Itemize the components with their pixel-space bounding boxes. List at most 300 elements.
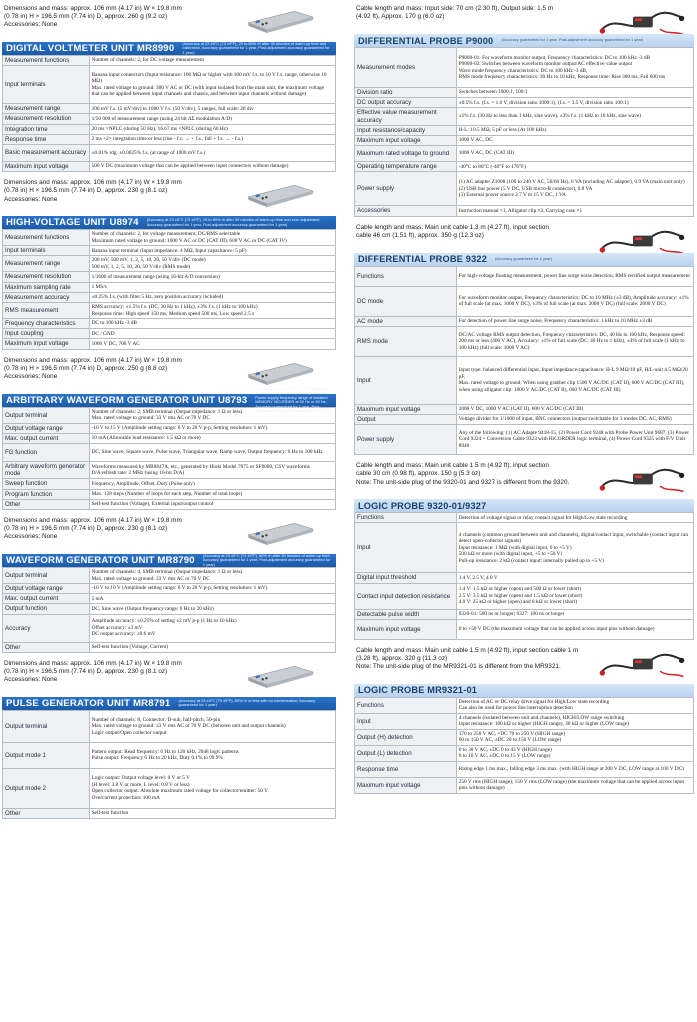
- spec-value: [456, 108, 693, 125]
- spec-row: [3, 584, 336, 594]
- spec-value: [456, 415, 693, 425]
- spec-table: [2, 55, 336, 172]
- left-column: [2, 4, 336, 825]
- spec-row: [3, 710, 336, 742]
- spec-value-line: ±0.01% rdg. ±0.0025% f.s. (at range of 1000 mV f.s.): [91, 149, 206, 156]
- spec-value: [456, 425, 693, 455]
- spec-label: Accuracy: [3, 614, 90, 642]
- spec-label: Effective value measurement accuracy: [355, 108, 457, 125]
- spec-value-line: 1 MS/s: [91, 283, 107, 290]
- section-meta: [354, 4, 694, 34]
- section-title: LOGIC PROBE 9320-01/9327: [358, 500, 487, 511]
- spec-table: [2, 229, 336, 349]
- spec-row: [3, 768, 336, 808]
- spec-value: [456, 88, 693, 98]
- spec-table: [354, 697, 694, 794]
- spec-value: [456, 523, 693, 573]
- spec-value: [456, 609, 693, 619]
- spec-label: Program function: [3, 489, 90, 499]
- spec-label: Other: [3, 808, 90, 818]
- spec-value: [89, 256, 335, 272]
- spec-label: Power supply: [355, 425, 457, 455]
- spec-value-line: Waveforms measured by MR8847A, etc., generated by Hioki Model 7075 or SF8000, CSV waveforms: [91, 463, 310, 470]
- spec-label: Operating temperature range: [355, 162, 457, 172]
- spec-value-line: Open collector output: Absolute maximum rated voltage for collector/emitter: 50 V: [91, 788, 268, 795]
- spec-row: [355, 761, 694, 777]
- spec-value-line: RMS mode frequency characteristics: 30 Hz to 10 kHz, Response time: Rise 300 ms, Fall 600 ms: [458, 74, 666, 80]
- spec-value-line: Banana input connectors (Input resistance: 100 MΩ or higher with 100 mV f.s. to 10 V f.s. range, otherwise 10 MΩ): [91, 71, 327, 85]
- spec-row: [3, 145, 336, 162]
- spec-value-line: DC output accuracy: ±0.6 mV: [91, 631, 156, 638]
- meta-line: Dimensions and mass: approx. 106 mm (4.17 in) W × 19.8 mm: [4, 179, 182, 187]
- spec-row: [355, 98, 694, 108]
- spec-row: [355, 713, 694, 729]
- spec-row: [355, 425, 694, 455]
- spec-value-line: Number of channels: 2, SMB terminal (Output impedance: 1 Ω or less): [91, 408, 243, 415]
- spec-label: Output mode 2: [3, 768, 90, 808]
- section-title: DIGITAL VOLTMETER UNIT MR8990: [6, 43, 175, 54]
- meta-line: Dimensions and mass: approx. 106 mm (4.17 in) W × 19.8 mm: [4, 356, 182, 364]
- spec-label: Basic measurement accuracy: [3, 145, 90, 162]
- spec-row: [355, 125, 694, 135]
- section-title: LOGIC PROBE MR9321-01: [358, 685, 478, 696]
- spec-row: [355, 697, 694, 713]
- spec-label: Measurement accuracy: [3, 292, 90, 302]
- spec-row: [3, 230, 336, 246]
- spec-value-line: 0 to 30 V AC, ±DC 0 to 43 V (HIGH range): [458, 746, 552, 753]
- meta-line: (0.78 in) H × 196.5 mm (7.74 in) D, approx. 230 g (8.1 oz): [4, 187, 168, 195]
- spec-row: [3, 104, 336, 114]
- section-title-banner: [354, 34, 694, 47]
- spec-value-line: Input resistance: 100 kΩ or higher (HIGH range), 30 kΩ or higher (LOW range): [458, 721, 629, 728]
- spec-label: Input resistance/capacity: [355, 125, 457, 135]
- spec-row: [3, 808, 336, 818]
- spec-row: [3, 433, 336, 443]
- spec-row: [3, 272, 336, 282]
- meta-line: Cable length and mass: Main unit cable 1.5 m (4.92 ft), input section cable 1 m: [356, 646, 579, 654]
- spec-value-line: 2000 V DC, 1000 V AC (CAT II), 600 V AC/DC (CAT III): [458, 406, 584, 413]
- spec-value-line: (2) USB bus power (5 V DC, USB micro-B connector), 0.8 VA: [458, 185, 593, 192]
- probe-product-image: [594, 461, 690, 497]
- spec-value-line: Input type: balanced differential input, Input impedance/capacitance: H-L 9 MΩ/10 pF, H/L-unit 4.5 MΩ/20 pF,: [458, 367, 688, 380]
- spec-value-line: Max. 128 steps (Number of loops for each step, Number of total loops): [91, 491, 243, 497]
- spec-value: [89, 124, 335, 134]
- section-title-banner: [354, 253, 694, 266]
- spec-value-line: 2 ms +2× integration time or less (rise - f.s. → + f.s., fall + f.s. → - f.s.): [91, 136, 244, 143]
- spec-value: [456, 98, 693, 108]
- spec-label: Output terminal: [3, 568, 90, 584]
- section-title: HIGH-VOLTAGE UNIT U8974: [6, 217, 139, 229]
- spec-value: [456, 713, 693, 729]
- unit-product-image: [244, 4, 316, 36]
- spec-label: Other: [3, 499, 90, 509]
- spec-value: [89, 423, 335, 433]
- section-title: WAVEFORM GENERATOR UNIT MR8790: [6, 555, 195, 567]
- spec-row: [355, 316, 694, 326]
- spec-value: [456, 513, 693, 523]
- spec-label: Output (H) detection: [355, 729, 457, 745]
- accuracy-note: (Accuracy at 23 ±5°C (73 ±9°F), 80% rh after 30 minutes of warm-up time; Accuracy guaranteed for 1 year, Post-adjustment accuracy guaranteed for 1 year): [202, 552, 331, 567]
- spec-label: Accessories: [355, 206, 457, 216]
- spec-value: [89, 499, 335, 509]
- spec-row: [355, 777, 694, 793]
- spec-value-line: Voltage divider for 1/1000 of input, BNC connectors (output switchable for 3 modes DC, AC, RMS): [458, 416, 672, 423]
- spec-label: Functions: [355, 513, 457, 523]
- spec-row: [3, 462, 336, 479]
- spec-row: [3, 124, 336, 134]
- spec-value-line: 2.5 V: 3.5 kΩ or higher (open) and 1.5 kΩ or lower (short): [458, 592, 583, 599]
- meta-line: (4.92 ft), Approx. 170 g (6.0 oz): [356, 13, 445, 21]
- spec-value-line: 4.0 V: 25 kΩ or higher (open) and 8 kΩ or lower (short): [458, 599, 578, 606]
- spec-row: [3, 604, 336, 614]
- spec-label: Maximum input voltage: [355, 404, 457, 414]
- spec-label: Functions: [355, 266, 457, 286]
- spec-value: [89, 808, 335, 818]
- meta-line: Accessories: None: [4, 676, 58, 684]
- spec-label: Division ratio: [355, 88, 457, 98]
- spec-row: [355, 162, 694, 172]
- spec-value-line: Any of the following: (1) AC Adapte 9418-15, (2) Power Cord 9248 with Probe Power Unit 9687, (3) Power Cord 9324 + Conversion Cable 9323 with HiCORDER logic terminal, (4) Power Cord 9325 with F/V Unit 8940: [458, 429, 690, 449]
- spec-value: [456, 745, 693, 761]
- spec-value: [456, 266, 693, 286]
- spec-value: [89, 444, 335, 462]
- spec-label: Measurement range: [3, 104, 90, 114]
- spec-value-line: Detection of AC or DC relay drive signal for High/Low state recording: [458, 698, 610, 705]
- spec-row: [3, 444, 336, 462]
- spec-value-line: Input resistance: 1 MΩ (with digital input, 0 to +5 V): [458, 544, 572, 551]
- spec-row: [3, 246, 336, 256]
- meta-line: Note: The unit-side plug of the 9320-01 and 9327 is different from the 9320.: [356, 478, 570, 486]
- section-title: DIFFERENTIAL PROBE P9000: [358, 35, 494, 46]
- spec-table: [2, 567, 336, 653]
- spec-value-line: Max. rated voltage to ground: 33 V rms AC or 70 V DC: [91, 415, 210, 422]
- spec-value: [89, 710, 335, 742]
- spec-value: [89, 742, 335, 768]
- meta-line: (0.78 in) H × 196.5 mm (7.74 in) D, approx. 230 g (8.1 oz): [4, 668, 168, 676]
- spec-label: Input terminals: [3, 66, 90, 104]
- spec-value: [89, 329, 335, 339]
- spec-value-line: DC/AC voltage RMS output detection, Frequency characteristics: DC, 40 Hz to 100 kHz, Response speed: 200 ms or less (400 V AC), Accuracy: ±1% of full scale (DC, 40 Hz to 1 kHz), ±4% of full scale (1 kHz to 100 kHz) (full scale: 1000 V AC): [458, 331, 685, 351]
- spec-value-line: Number of channels: 2, for voltage measurement, DC/RMS selectable: [91, 231, 241, 238]
- spec-value-line: P9000-01: For waveform monitor output, Frequency characteristics: DC to 100 kHz -3 dB: [458, 54, 651, 61]
- spec-label: Measurement modes: [355, 48, 457, 88]
- spec-value: [89, 768, 335, 808]
- spec-label: Frequency characteristics: [3, 319, 90, 329]
- spec-value: [89, 614, 335, 642]
- spec-value: [89, 162, 335, 172]
- spec-value-line: 9320-01: 500 ns or longer; 9327: 100 ns or longer: [458, 610, 565, 617]
- spec-value-line: 500 V DC (maximum voltage that can be applied between input connectors without damage): [91, 163, 289, 170]
- spec-label: Measurement functions: [3, 230, 90, 246]
- spec-label: RMS measurement: [3, 303, 90, 319]
- spec-label: FG function: [3, 444, 90, 462]
- spec-value-line: Instruction manual ×1, Alligator clip ×2, Carrying case ×1: [458, 207, 583, 214]
- spec-value: [89, 319, 335, 329]
- spec-row: [3, 479, 336, 489]
- spec-label: Measurement range: [3, 256, 90, 272]
- spec-label: Measurement resolution: [3, 114, 90, 124]
- spec-value-line: 1000 V AC, DC (CAT III): [458, 150, 515, 157]
- meta-line: Accessories: None: [4, 195, 58, 203]
- spec-value: [89, 479, 335, 489]
- spec-value-line: Number of channels: 8, Connector: D-sub, half-pitch, 50-pin: [91, 716, 221, 723]
- spec-section-dvm: [2, 4, 336, 172]
- spec-value-line: 20 ms ×NPLC (during 50 Hz), 16.67 ms ×NPLC (during 60 Hz): [91, 125, 228, 132]
- spec-value: [89, 594, 335, 604]
- section-title-banner: [2, 216, 336, 229]
- spec-value: [456, 172, 693, 206]
- probe-product-image: [594, 646, 690, 682]
- spec-row: [355, 266, 694, 286]
- section-title: PULSE GENERATOR UNIT MR8791: [6, 697, 171, 709]
- spec-value-line: -40°C to 80°C (-40°F to 176°F): [458, 163, 526, 170]
- spec-value-line: DC to 100 kHz -3 dB: [91, 320, 138, 327]
- spec-row: [355, 619, 694, 639]
- spec-value-line: 1000 V AC, DC: [458, 137, 493, 144]
- spec-value-line: RMS accuracy: ±1.5% f.s. (DC, 30 Hz to 1 kHz), ±3% f.s. (1 kHz to 100 kHz): [91, 304, 258, 311]
- accuracy-note: (Accuracy at 23 ±5°C (73 ±9°F), 20 to 80% rh after 30 minutes of warm-up time and calibration, Accuracy guaranteed for 1 year, Post-adjustment accuracy guaranteed for 1 year): [182, 40, 330, 55]
- spec-value: [456, 573, 693, 583]
- spec-value-line: Max. rated voltage to ground: 300 V AC or DC (with input isolated from the main unit, the maximum voltage that can be applied between input channels and chassis, and between input channels without damage): [91, 84, 324, 98]
- spec-value-line: 4 channels (isolated between unit and channels), HIGH/LOW range switching: [458, 714, 625, 721]
- meta-line: Accessories: None: [4, 21, 58, 29]
- spec-value-line: Self-test function: [91, 810, 129, 817]
- spec-row: [355, 172, 694, 206]
- spec-label: Arbitrary waveform generator mode: [3, 462, 90, 479]
- meta-line: (0.78 in) H × 196.5 mm (7.74 in) D, approx. 260 g (9.2 oz): [4, 13, 168, 21]
- unit-product-image: [244, 356, 316, 388]
- spec-label: Input: [355, 713, 457, 729]
- spec-table: [2, 407, 336, 510]
- spec-row: [355, 146, 694, 162]
- spec-value: [89, 272, 335, 282]
- accuracy-note: (Accuracy guaranteed for 1 year): [495, 255, 552, 261]
- spec-value: [89, 462, 335, 479]
- spec-label: Maximum sampling rate: [3, 282, 90, 292]
- spec-row: [355, 523, 694, 573]
- spec-value-line: For detection of power line surge noise, Frequency characteristics: 1 kHz to 10 MHz ±3 dB: [458, 317, 653, 324]
- spec-label: DC mode: [355, 286, 457, 316]
- spec-row: [3, 329, 336, 339]
- spec-value: [89, 66, 335, 104]
- spec-value: [89, 584, 335, 594]
- spec-value: [456, 583, 693, 609]
- spec-value-line: ±1% f.s. (30 Hz to less than 1 kHz, sine wave), ±3% f.s. (1 kHz to 10 kHz, sine wave): [458, 113, 642, 120]
- spec-row: [3, 614, 336, 642]
- spec-table: [354, 266, 694, 456]
- accuracy-note: (Accuracy at 23 ±5°C (73 ±9°F), 80% rh or less after 30 minutes of warm-up time; Power supply frequency range of installed MEMORY HiCORDER at 50 Hz or 60 Hz; Accuracy guaranteed for 1 year, Post-adjustment accuracy guaranteed for 1 year): [255, 385, 331, 413]
- section-meta: [2, 178, 336, 216]
- spec-row: [3, 292, 336, 302]
- unit-product-image: [244, 516, 316, 548]
- spec-row: [355, 206, 694, 216]
- spec-label: Maximum input voltage: [3, 339, 90, 349]
- spec-value: [456, 48, 693, 88]
- spec-label: Output terminal: [3, 710, 90, 742]
- spec-label: Output function: [3, 604, 90, 614]
- meta-line: Note: The unit-side plug of the MR9321-01 is different from the MR9321.: [356, 663, 561, 671]
- spec-value-line: For waveform monitor output, Frequency characteristics: DC to 10 MHz (±3 dB), Amplitude accuracy: ±1% of full scale (at max. 1000 V DC), ±3% of full scale (at max. 2000 V DC) (full scale: 2000 V DC): [458, 294, 689, 308]
- spec-label: Other: [3, 642, 90, 652]
- spec-value-line: -10 V to 15 V (Amplitude setting range: 0 V to 20 V p-p, Setting resolution: 1 mV): [91, 424, 268, 431]
- spec-row: [355, 326, 694, 356]
- spec-value-line: Frequency, Amplitude, Offset, Duty (Pulse only): [91, 480, 195, 487]
- spec-row: [355, 404, 694, 414]
- spec-value: [89, 104, 335, 114]
- spec-row: [355, 513, 694, 523]
- spec-value: [456, 777, 693, 793]
- spec-value-line: 1.4 V: 1.5 kΩ or higher (open) and 500 Ω or lower (short): [458, 586, 582, 593]
- spec-value-line: 60 to 150 V AC, ±DC 20 to 150 V (LOW range): [458, 737, 562, 744]
- spec-row: [3, 256, 336, 272]
- spec-value: [456, 404, 693, 414]
- spec-value-line: 1.4 V, 2.5 V, 4.0 V: [458, 574, 498, 581]
- meta-line: cable 30 cm (0.98 ft), approx. 150 g (5.3 oz): [356, 470, 481, 478]
- spec-value-line: ±0.25% f.s. (with filter 5 Hz, zero position accuracy included): [91, 294, 224, 301]
- spec-value-line: -10 V to 10 V (Amplitude setting range: 0 V to 20 V p-p, Setting resolution: 1 mV): [91, 585, 268, 592]
- spec-value: [89, 433, 335, 443]
- spec-label: Maximum input voltage: [355, 777, 457, 793]
- spec-label: Digital input threshold: [355, 573, 457, 583]
- spec-label: Sweep function: [3, 479, 90, 489]
- spec-value: [89, 604, 335, 614]
- meta-line: Cable length and mass: Main unit cable 1.5 m (4.92 ft), input section: [356, 462, 549, 470]
- spec-value: [89, 292, 335, 302]
- spec-value: [456, 326, 693, 356]
- spec-value-line: Maximum rated voltage to ground: 1000 V AC or DC (CAT III), 600 V AC or DC (CAT IV): [91, 237, 287, 244]
- meta-line: Dimensions and mass: approx. 106 mm (4.17 in) W × 19.8 mm: [4, 5, 182, 12]
- spec-value-line: Logic output: Output voltage level: 0 V or 5 V: [91, 775, 191, 782]
- spec-value: [456, 729, 693, 745]
- spec-value-line: (1) AC adapter Z1008 (100 to 240 V AC, 50/60 Hz), 6 VA (including AC adapter), 0.9 VA (main unit only): [458, 179, 685, 186]
- spec-value-line: 1/50 000 of measurement range (using 24 bit ΔΣ modulation A/D): [91, 115, 232, 122]
- accuracy-note: (Accuracy guaranteed for 1 year, Post-adjustment accuracy guaranteed for 1 year): [501, 37, 644, 43]
- spec-value-line: Max. rated voltage to ground: 33 V rms AC or 70 V DC (between unit and output channels): [91, 723, 286, 730]
- unit-product-image: [244, 659, 316, 691]
- spec-row: [355, 48, 694, 88]
- spec-row: [3, 499, 336, 509]
- spec-row: [3, 282, 336, 292]
- spec-section-pg: [2, 659, 336, 819]
- spec-label: RMS mode: [355, 326, 457, 356]
- spec-value: [89, 134, 335, 144]
- spec-value: [456, 286, 693, 316]
- accuracy-note: (Accuracy at 23 ±5°C (73 ±9°F), 80% rh or less with no condensation; Accuracy guaranteed for 1 year): [178, 697, 316, 708]
- spec-value-line: DC / GND: [91, 330, 115, 337]
- spec-value-line: Pulse output: Frequency 0 Hz to 20 kHz, Duty 0.1% to 99.9%: [91, 755, 223, 762]
- spec-value: [89, 246, 335, 256]
- spec-value: [456, 146, 693, 162]
- spec-value-line: Amplitude accuracy: ±0.25% of setting ±2 mV p-p (1 Hz to 10 kHz): [91, 618, 237, 625]
- spec-value-line: 170 to 250 V AC, +DC 70 to 250 V (HIGH range): [458, 730, 566, 737]
- accuracy-note: (Accuracy at 23 ±5°C (73 ±9°F), 20 to 80% rh after 30 minutes of warm-up time and zero adjustment, Accuracy guaranteed for 1 year, Post-adjustment accuracy guaranteed for 1 year): [146, 217, 321, 227]
- spec-label: Integration time: [3, 124, 90, 134]
- spec-value: [89, 56, 335, 66]
- spec-value-line: DC, Sine wave, Square wave, Pulse wave, Triangular wave, Ramp wave, Output frequency: 0 Hz to 100 kHz: [91, 449, 323, 456]
- spec-label: Max. output current: [3, 433, 90, 443]
- spec-section-p9322: [354, 223, 694, 456]
- spec-label: Output mode 1: [3, 742, 90, 768]
- meta-line: (3.28 ft), approx. 320 g (11.3 oz): [356, 655, 448, 663]
- spec-value: [456, 162, 693, 172]
- spec-value: [89, 145, 335, 162]
- spec-value-line: Wave mode frequency characteristics: DC to 100 kHz -3 dB,: [458, 67, 588, 74]
- section-title-banner: [2, 697, 336, 710]
- spec-value-line: 0 to +50 V DC (the maximum voltage that can be applied across input pins without damage): [458, 626, 655, 633]
- spec-value-line: 500 kΩ or more (with digital input, +5 to +50 V): [458, 551, 563, 558]
- meta-line: Accessories: None: [4, 533, 58, 541]
- spec-table: [354, 512, 694, 640]
- right-column: [354, 4, 694, 800]
- spec-value-line: 4 channels (common ground between unit and channels), digital/contact input, switchable (contact input can detect open-collector signals): [458, 531, 689, 545]
- spec-value-line: 5 mA: [91, 595, 104, 602]
- spec-value-line: Pull-up resistance: 2 kΩ (contact input: internally pulled up to +5 V): [458, 557, 604, 564]
- section-meta: [354, 646, 694, 684]
- spec-value-line: P9000-02: Switches between waveform monitor output/AC effective value output: [458, 61, 633, 67]
- spec-value-line: Self-test function (Voltage, Current): [91, 644, 168, 651]
- spec-value: [89, 339, 335, 349]
- spec-row: [3, 489, 336, 499]
- spec-value-line: For high-voltage floating measurement, power line surge noise detection, RMS rectified output measurement: [458, 272, 690, 279]
- spec-label: Max. output current: [3, 594, 90, 604]
- spec-section-awg: [2, 356, 336, 510]
- spec-value: [89, 114, 335, 124]
- spec-value-line: 200 mV, 500 mV, 1, 2, 5, 10, 20, 50 V/div (DC mode): [91, 257, 206, 264]
- spec-label: Detectable pulse width: [355, 609, 457, 619]
- spec-row: [355, 136, 694, 146]
- spec-value: [456, 316, 693, 326]
- spec-label: Functions: [355, 697, 457, 713]
- spec-label: Contact input detection resistance: [355, 583, 457, 609]
- section-meta: [2, 4, 336, 42]
- meta-line: Cable length and mass: Main unit cable 1.3 m (4.27 ft), input section: [356, 223, 549, 231]
- spec-value: [89, 282, 335, 292]
- section-meta: [354, 461, 694, 499]
- spec-label: Output (L) detection: [355, 745, 457, 761]
- spec-label: Output voltage range: [3, 423, 90, 433]
- spec-value: [456, 206, 693, 216]
- spec-row: [355, 609, 694, 619]
- unit-product-image: [244, 178, 316, 210]
- spec-value-line: 100 mV f.s. (5 mV/div) to 1000 V f.s. (50 V/div), 5 ranges, full scale: 20 div: [91, 105, 254, 112]
- spec-value-line: Max. rated voltage to ground: 33 V rms AC or 70 V DC: [91, 575, 210, 582]
- spec-label: Output voltage range: [3, 584, 90, 594]
- meta-line: Dimensions and mass: approx. 106 mm (4.17 in) W × 19.8 mm: [4, 659, 182, 667]
- spec-label: Input coupling: [3, 329, 90, 339]
- meta-line: Accessories: None: [4, 373, 58, 381]
- spec-row: [355, 88, 694, 98]
- spec-row: [3, 742, 336, 768]
- spec-label: Input: [355, 356, 457, 404]
- spec-value-line: ±0.5% f.s. (f.s. = 1.0 V, division ratio 1000:1), (f.s. = 3.5 V, division ratio 100:1): [458, 99, 629, 106]
- meta-line: (0.78 in) H × 196.5 mm (7.74 in) D, approx. 250 g (8.8 oz): [4, 364, 168, 372]
- spec-value-line: Offset accuracy: ±3 mV: [91, 624, 143, 631]
- spec-section-hv: [2, 178, 336, 349]
- spec-row: [355, 573, 694, 583]
- spec-label: AC mode: [355, 316, 457, 326]
- spec-value-line: Pattern output: Read frequency: 0 Hz to 120 kHz, 2048 logic patterns: [91, 748, 239, 755]
- spec-value-line: H-L: 10.5 MΩ, 5 pF or less (At 100 kHz): [458, 127, 547, 134]
- spec-value-line: Self-test function (Voltage), External input/output control: [91, 501, 214, 508]
- spec-label: Maximum input voltage: [355, 136, 457, 146]
- spec-value: [89, 489, 335, 499]
- section-title: DIFFERENTIAL PROBE 9322: [358, 254, 487, 265]
- spec-row: [3, 423, 336, 433]
- spec-label: Maximum input voltage: [3, 162, 90, 172]
- spec-label: Measurement functions: [3, 56, 90, 66]
- spec-value-line: 500 mV, 1, 2, 5, 10, 20, 50 V/div (RMS mode): [91, 263, 191, 270]
- spec-row: [3, 642, 336, 652]
